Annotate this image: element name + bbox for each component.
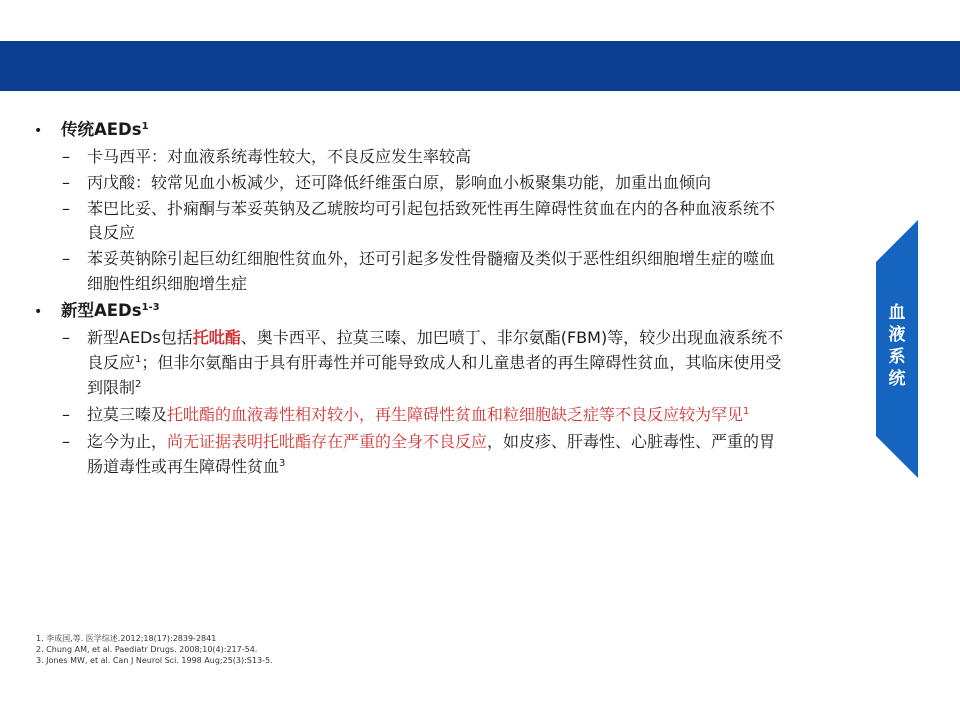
reference-item: 3. Jones MW, et al. Can J Neurol Sci. 1998 Aug;25(3):S13-5. xyxy=(36,656,273,665)
section-title-new: 新型AEDs$^{1-3}$ xyxy=(61,301,160,320)
list-item-continuation: 细胞性组织细胞增生症 xyxy=(87,274,248,293)
list-item-continuation: 到限制$^2$ xyxy=(87,378,142,397)
list-item: 拉莫三嗪及托吡酯的血液毒性相对较小，再生障碍性贫血和粒细胞缺乏症等不良反应较为罕见$^1$ xyxy=(87,405,750,424)
side-tab-char: 统 xyxy=(888,369,906,389)
highlight-topiramate: 托吡酯 xyxy=(192,328,241,347)
dash-marker: – xyxy=(62,328,70,347)
list-item: 迄今为止，尚无证据表明托吡酯存在严重的全身不良反应，如皮疹、肝毒性、心脏毒性、严重的胃 xyxy=(87,432,776,451)
dash-marker: – xyxy=(62,147,70,166)
dash-marker: – xyxy=(62,173,70,192)
side-tab-label xyxy=(876,302,918,390)
list-item-continuation: 肠道毒性或再生障碍性贫血$^3$ xyxy=(87,457,286,476)
dash-marker: – xyxy=(62,405,70,424)
dash-marker: – xyxy=(62,432,70,451)
list-item: 苯巴比妥、扑痫酮与苯妥英钠及乙琥胺均可引起包括致死性再生障碍性贫血在内的各种血液系统不 xyxy=(87,199,776,218)
references xyxy=(36,633,273,666)
highlight-text: 尚无证据表明托吡酯存在严重的全身不良反应 xyxy=(167,432,488,451)
side-tab-char: 系 xyxy=(888,347,906,367)
reference-item: 2. Chung AM, et al. Paediatr Drugs. 2008;10(4):217-54. xyxy=(36,645,258,654)
reference-item: 1. 李成国,等. 医学综述.2012;18(17):2839-2841 xyxy=(36,634,217,643)
header-bar xyxy=(0,41,960,91)
list-item: 卡马西平：对血液系统毒性较大，不良反应发生率较高 xyxy=(87,147,472,166)
section-title-traditional: 传统AEDs$^1$ xyxy=(61,120,149,139)
list-item: 苯妥英钠除引起巨幼红细胞性贫血外，还可引起多发性骨髓瘤及类似于恶性组织细胞增生症的噬血 xyxy=(87,249,776,268)
bullet-dot: • xyxy=(34,304,43,320)
side-tab-char: 血 xyxy=(888,303,906,323)
list-item: 丙戊酸：较常见血小板减少，还可降低纤维蛋白原，影响血小板聚集功能，加重出血倾向 xyxy=(87,173,712,192)
side-tab-char: 液 xyxy=(888,325,906,345)
list-item-continuation: 良反应 xyxy=(87,223,136,242)
dash-marker: – xyxy=(62,199,70,218)
list-item: 新型AEDs包括托吡酯、奥卡西平、拉莫三嗪、加巴喷丁、非尔氨酯(FBM)等，较少出现血液系统不 xyxy=(87,328,784,347)
dash-marker: – xyxy=(62,249,70,268)
highlight-text: 托吡酯的血液毒性相对较小，再生障碍性贫血和粒细胞缺乏症等不良反应较为罕见 xyxy=(167,405,744,424)
list-item-continuation: 良反应$^1$；但非尔氨酯由于具有肝毒性并可能导致成人和儿童患者的再生障碍性贫血，其临床使用受 xyxy=(87,353,782,372)
bullet-dot: • xyxy=(34,123,43,139)
